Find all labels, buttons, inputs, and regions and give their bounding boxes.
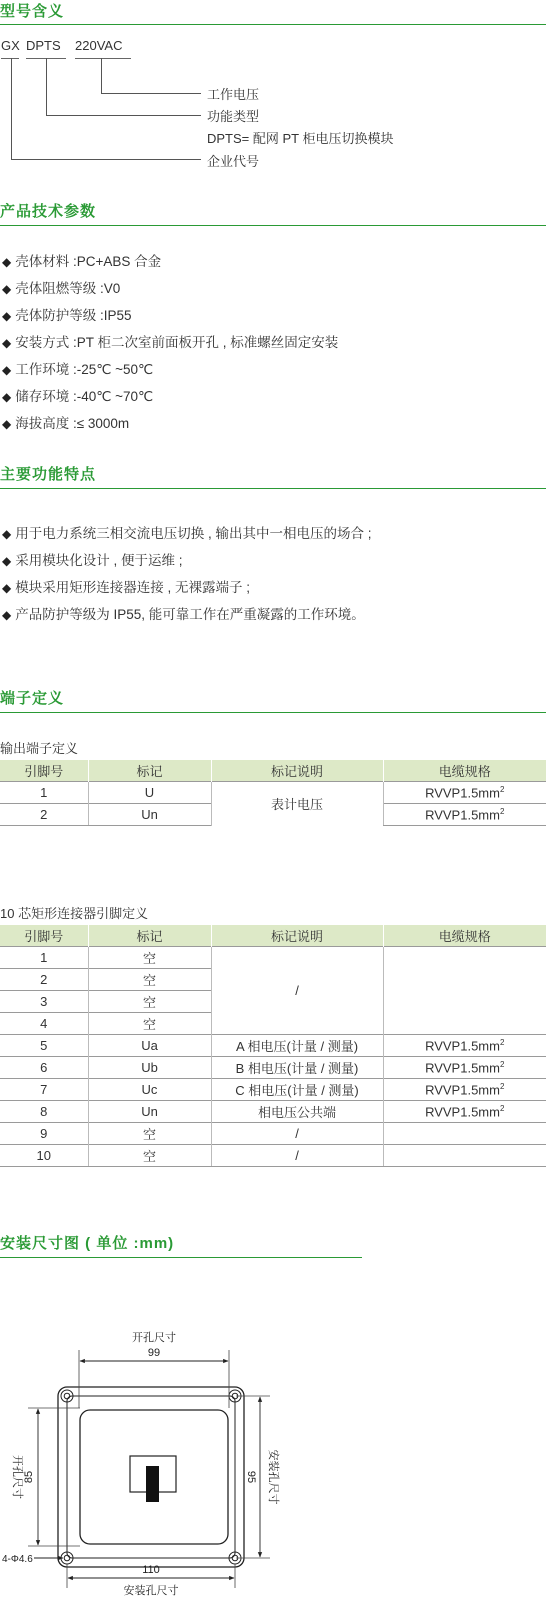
table-header: 标记说明	[211, 925, 383, 947]
dim-top-value: 99	[147, 1347, 161, 1359]
section-rule	[0, 712, 546, 713]
legend-connector	[46, 115, 201, 116]
table-row: 2 空	[0, 969, 546, 991]
legend-connector	[11, 159, 201, 160]
diamond-bullet-icon: ◆	[2, 309, 12, 323]
connector-pin-block	[146, 1466, 159, 1502]
table-header: 引脚号	[0, 925, 88, 947]
model-code-part-3: 220VAC	[75, 38, 123, 53]
table-row: 7 Uc C 相电压(计量 / 测量) $RVVP1.5mm^2$	[0, 1079, 546, 1101]
spec-item: ◆ 壳体防护等级 :IP55	[2, 308, 132, 323]
dim-bottom-label: 安装孔尺寸	[123, 1585, 179, 1597]
feature-item: ◆ 产品防护等级为 IP55, 能可靠工作在严重凝露的工作环境。	[2, 607, 365, 622]
table-header: 引脚号	[0, 760, 88, 782]
dim-right-value: 95	[245, 1470, 257, 1484]
section-rule	[0, 24, 546, 25]
feature-item: ◆ 采用模块化设计 , 便于运维 ;	[2, 553, 183, 568]
spec-item: ◆ 储存环境 :-40℃ ~70℃	[2, 389, 154, 404]
spec-item: ◆ 安装方式 :PT 柜二次室前面板开孔 , 标准螺丝固定安装	[2, 335, 339, 350]
dim-left-label: 开孔尺寸	[11, 1455, 23, 1499]
legend-connector	[101, 58, 102, 94]
legend-connector	[46, 58, 47, 116]
dim-right-label: 安装孔尺寸	[267, 1449, 279, 1505]
table-row: 2 Un $RVVP1.5mm^2$	[0, 804, 546, 826]
feature-item: ◆ 用于电力系统三相交流电压切换 , 输出其中一相电压的场合 ;	[2, 526, 372, 541]
section-title-install: 安装尺寸图 ( 单位 :mm)	[0, 1235, 175, 1252]
model-legend-function: 功能类型	[207, 109, 260, 124]
table-row: 1 空 /	[0, 947, 546, 969]
diamond-bullet-icon: ◆	[2, 554, 12, 568]
table-header: 标记	[88, 760, 211, 782]
diamond-bullet-icon: ◆	[2, 417, 12, 431]
diamond-bullet-icon: ◆	[2, 581, 12, 595]
legend-connector	[101, 93, 201, 94]
model-code-underline	[1, 58, 19, 59]
dim-left-value: 85	[23, 1470, 35, 1484]
diamond-bullet-icon: ◆	[2, 255, 12, 269]
dim-top-label: 开孔尺寸	[132, 1332, 176, 1344]
model-legend-company: 企业代号	[207, 154, 260, 169]
diamond-bullet-icon: ◆	[2, 390, 12, 404]
section-title-specs: 产品技术参数	[0, 203, 97, 220]
section-rule	[0, 488, 546, 489]
section-title-features: 主要功能特点	[0, 466, 97, 483]
section-title-model: 型号含义	[0, 3, 65, 20]
spec-item: ◆ 壳体材料 :PC+ABS 合金	[2, 254, 162, 269]
installation-drawing	[0, 1270, 546, 1600]
section-rule	[0, 1257, 362, 1258]
legend-connector	[11, 58, 12, 160]
table-row: 10 空 /	[0, 1145, 546, 1167]
diamond-bullet-icon: ◆	[2, 363, 12, 377]
table-row: 6 Ub B 相电压(计量 / 测量) $RVVP1.5mm^2$	[0, 1057, 546, 1079]
table-row: 8 Un 相电压公共端 $RVVP1.5mm^2$	[0, 1101, 546, 1123]
table-header: 电缆规格	[383, 760, 546, 782]
spec-item: ◆ 工作环境 :-25℃ ~50℃	[2, 362, 154, 377]
output-terminal-table	[0, 760, 546, 826]
table1-caption: 输出端子定义	[0, 741, 79, 756]
table2-caption: 10 芯矩形连接器引脚定义	[0, 906, 149, 921]
table-header: 标记	[88, 925, 211, 947]
model-legend-voltage: 工作电压	[207, 87, 260, 102]
table-header: 标记说明	[211, 760, 383, 782]
feature-item: ◆ 模块采用矩形连接器连接 , 无裸露端子 ;	[2, 580, 250, 595]
spec-item: ◆ 壳体阻燃等级 :V0	[2, 281, 121, 296]
model-legend-dpts: DPTS= 配网 PT 柜电压切换模块	[207, 131, 394, 146]
table-row: 5 Ua A 相电压(计量 / 测量) $RVVP1.5mm^2$	[0, 1035, 546, 1057]
diamond-bullet-icon: ◆	[2, 527, 12, 541]
diamond-bullet-icon: ◆	[2, 336, 12, 350]
model-code-part-1: GX	[1, 38, 20, 53]
table-row: 4 空	[0, 1013, 546, 1035]
connector-pin-table	[0, 925, 546, 1167]
hole-note: 4-Φ4.6	[2, 1554, 33, 1565]
spec-item: ◆ 海拔高度 :≤ 3000m	[2, 416, 130, 431]
dim-bottom-value: 110	[142, 1564, 160, 1576]
diamond-bullet-icon: ◆	[2, 282, 12, 296]
section-title-terminals: 端子定义	[0, 690, 65, 707]
table-row: 9 空 /	[0, 1123, 546, 1145]
section-rule	[0, 225, 546, 226]
table-row: 1 U 表计电压 $RVVP1.5mm^2$	[0, 782, 546, 804]
table-row: 3 空	[0, 991, 546, 1013]
table-header: 电缆规格	[383, 925, 546, 947]
model-code-part-2: DPTS	[26, 38, 61, 53]
model-code-underline	[75, 58, 131, 59]
diamond-bullet-icon: ◆	[2, 608, 12, 622]
